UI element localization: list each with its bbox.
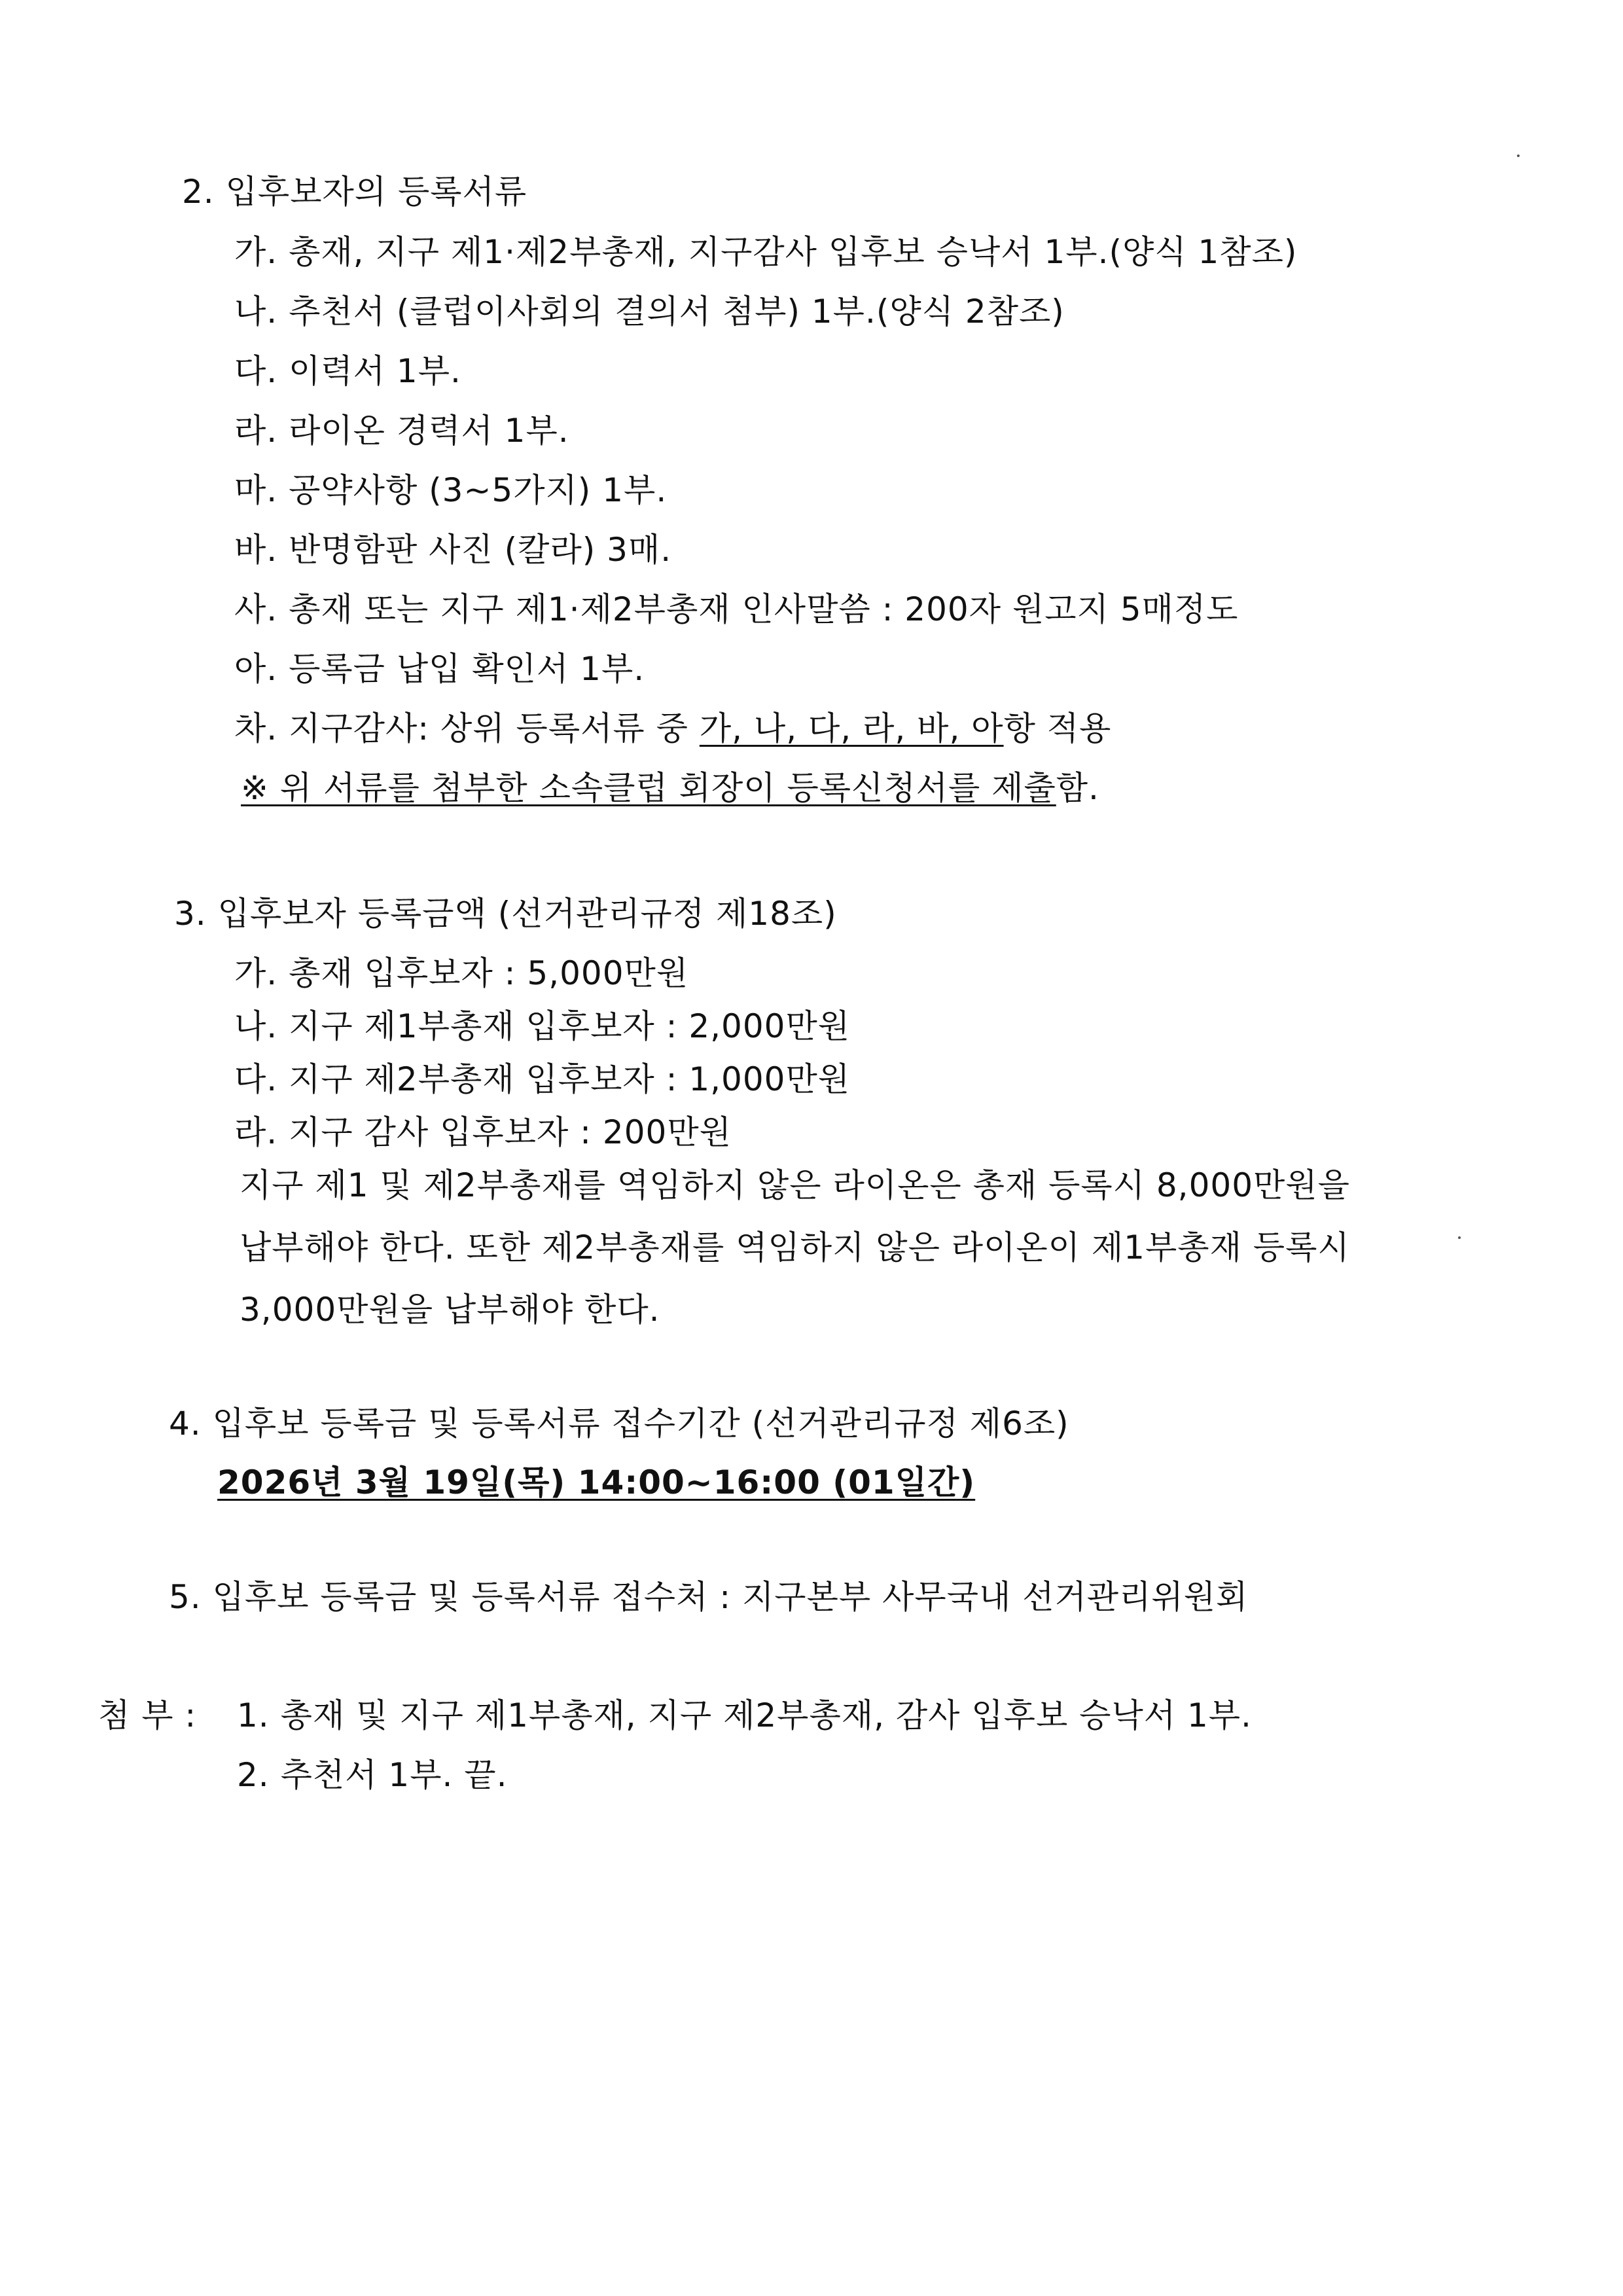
section3-paragraph-line-2: 납부해야 한다. 또한 제2부총재를 역임하지 않은 라이온이 제1부총재 등록시 [240, 1229, 1350, 1266]
scan-speck [1458, 1236, 1461, 1239]
section2-item-cha-prefix: 차. 지구감사: 상위 등록서류 중 [234, 709, 700, 747]
section3-item-ga: 가. 총재 입후보자 : 5,000만원 [234, 954, 689, 992]
attachments-label: 첨 부 : [98, 1696, 197, 1734]
section4-period [217, 1462, 975, 1503]
section2-item-cha-suffix: 항 적용 [1003, 709, 1112, 747]
section2-item-na: 나. 추천서 (클럽이사회의 결의서 첨부) 1부.(양식 2참조) [234, 293, 1065, 331]
section2-item-sa: 사. 총재 또는 지구 제1·제2부총재 인사말씀 : 200자 원고지 5매정도 [234, 590, 1239, 628]
section2-item-da: 다. 이력서 1부. [234, 352, 461, 390]
section3-item-da: 다. 지구 제2부총재 입후보자 : 1,000만원 [234, 1060, 851, 1098]
section2-note [241, 767, 1099, 809]
section4-heading: 4. 입후보 등록금 및 등록서류 접수기간 (선거관리규정 제6조) [169, 1405, 1069, 1443]
section2-note-suffix: 함. [1056, 769, 1099, 807]
attachment-item-2: 2. 추천서 1부. 끝. [237, 1756, 508, 1794]
section2-item-ba: 바. 반명함판 사진 (칼라) 3매. [234, 531, 672, 569]
section2-item-cha-underlined: 가, 나, 다, 라, 바, 아 [699, 709, 1004, 747]
section3-paragraph-line-1: 지구 제1 및 제2부총재를 역임하지 않은 라이온은 총재 등록시 8,000만원을 [240, 1166, 1350, 1204]
section2-item-ga: 가. 총재, 지구 제1·제2부총재, 지구감사 입후보 승낙서 1부.(양식 1참조) [234, 233, 1298, 271]
section2-item-ra: 라. 라이온 경력서 1부. [234, 412, 569, 450]
section3-heading: 3. 입후보자 등록금액 (선거관리규정 제18조) [174, 895, 837, 933]
attachment-item-1: 1. 총재 및 지구 제1부총재, 지구 제2부총재, 감사 입후보 승낙서 1부. [237, 1696, 1252, 1734]
section2-item-ma: 마. 공약사항 (3~5가지) 1부. [234, 471, 668, 509]
section3-item-ra: 라. 지구 감사 입후보자 : 200만원 [234, 1113, 732, 1151]
section4-period-text: 2026년 3월 19일(목) 14:00~16:00 (01일간) [217, 1463, 976, 1501]
section2-item-a: 아. 등록금 납입 확인서 1부. [234, 650, 645, 688]
section5-heading: 5. 입후보 등록금 및 등록서류 접수처 : 지구본부 사무국내 선거관리위원회 [169, 1578, 1249, 1616]
section3-paragraph-line-3: 3,000만원을 납부해야 한다. [240, 1291, 660, 1329]
section2-heading: 2. 입후보자의 등록서류 [182, 173, 527, 211]
section3-item-na: 나. 지구 제1부총재 입후보자 : 2,000만원 [234, 1007, 851, 1045]
scan-speck [1517, 154, 1520, 157]
section2-item-cha [234, 708, 1111, 749]
section2-note-underlined: ※ 위 서류를 첨부한 소속클럽 회장이 등록신청서를 제출 [241, 769, 1056, 807]
